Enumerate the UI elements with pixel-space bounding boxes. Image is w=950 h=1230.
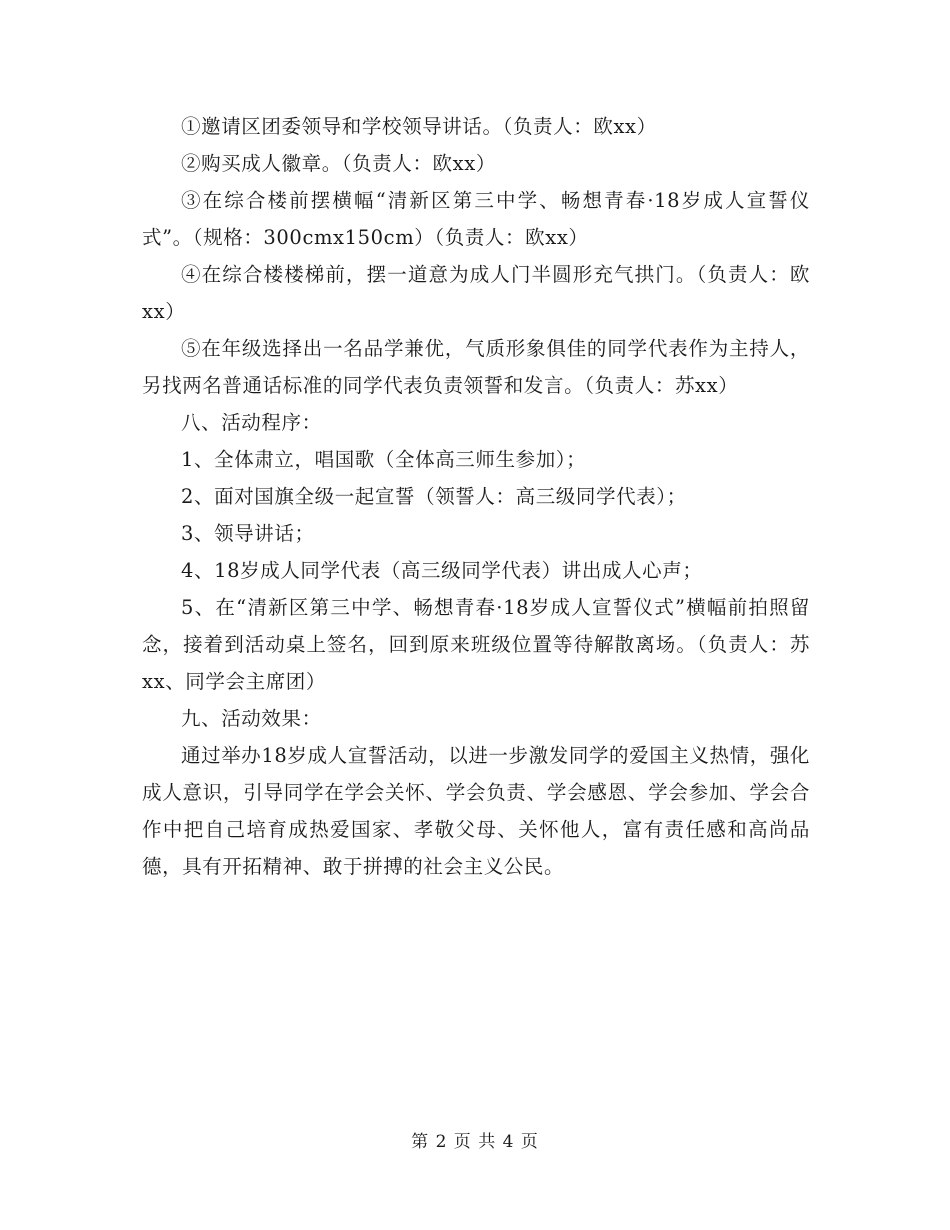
document-body: [142, 108, 810, 885]
procedure-step-3: 3、领导讲话；: [181, 522, 315, 545]
page-number-footer: 第 2 页 共 4 页: [411, 1132, 539, 1152]
section-heading-effect: 九、活动效果：: [181, 707, 322, 730]
procedure-step-5: 5、在“清新区第三中学、畅想青春·18岁成人宣誓仪式”横幅前拍照留念，接着到活动桌上签名，回到原来班级位置等待解散离场。（负责人：苏xx、同学会主席团）: [142, 596, 810, 693]
paragraph-invite-leaders: ①邀请区团委领导和学校领导讲话。（负责人：欧xx）: [181, 115, 657, 138]
paragraph-arch: ④在综合楼楼梯前，摆一道意为成人门半圆形充气拱门。（负责人：欧xx）: [142, 263, 810, 323]
procedure-step-2: 2、面对国旗全级一起宣誓（领誓人：高三级同学代表）；: [181, 485, 687, 508]
paragraph-host: ⑤在年级选择出一名品学兼优，气质形象俱佳的同学代表作为主持人，另找两名普通话标准的同学代表负责领誓和发言。（负责人：苏xx）: [142, 337, 810, 397]
procedure-step-1: 1、全体肃立，唱国歌（全体高三师生参加）；: [181, 448, 587, 471]
section-heading-procedure: 八、活动程序：: [181, 411, 322, 434]
paragraph-buy-badges: ②购买成人徽章。（负责人：欧xx）: [181, 152, 496, 175]
paragraph-banner: ③在综合楼前摆横幅“清新区第三中学、畅想青春·18岁成人宣誓仪式”。（规格：300cmx150cm）（负责人：欧xx）: [142, 189, 810, 249]
procedure-step-4: 4、18岁成人同学代表（高三级同学代表）讲出成人心声；: [181, 559, 703, 582]
paragraph-effect: 通过举办18岁成人宣誓活动，以进一步激发同学的爱国主义热情，强化成人意识，引导同学在学会关怀、学会负责、学会感恩、学会参加、学会合作中把自己培育成热爱国家、孝敬父母、关怀他人，富有责任感和高尚品德，具有开拓精神、敢于拼搏的社会主义公民。: [142, 744, 811, 878]
